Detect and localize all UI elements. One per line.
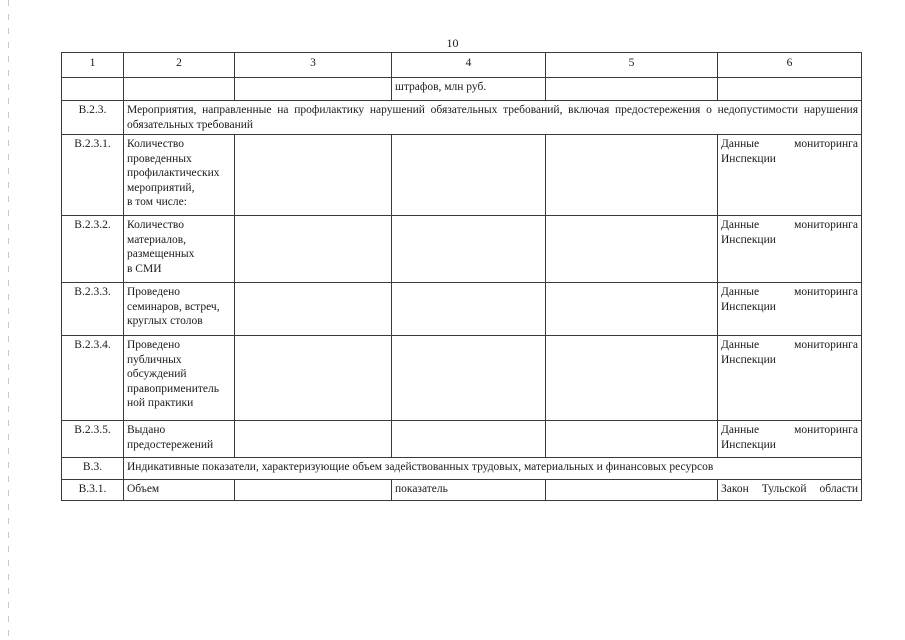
table-row-b234: [62, 336, 862, 421]
cell-empty: [235, 135, 392, 216]
cell-empty: [235, 78, 392, 101]
indicator-name: Проведено публичных обсуждений правоприменитель ной практики: [124, 336, 235, 421]
cell-empty: [235, 283, 392, 336]
data-source-line-2: Инспекции: [721, 353, 776, 366]
indicator-name: Количество проведенных профилактических мероприятий, в том числе:: [124, 135, 235, 216]
data-source-line-1: Данные мониторинга: [721, 219, 858, 231]
table-row-b235: [62, 421, 862, 458]
data-source-line-1: Данные мониторинга: [721, 286, 858, 298]
data-source-line-1: Данные мониторинга: [721, 339, 858, 351]
section-title: Мероприятия, направленные на профилактику нарушений обязательных требований, включая предостережения о недопустимости нарушения обязательных требований: [124, 101, 862, 135]
table-row-continuation: [62, 78, 862, 101]
cell-empty: [62, 78, 124, 101]
row-code: В.2.3.2.: [62, 216, 124, 283]
table-header-row: [62, 53, 862, 78]
data-source: Закон Тульской области: [718, 480, 862, 501]
data-source-line-1: Данные мониторинга: [721, 138, 858, 150]
row-code: В.2.3.3.: [62, 283, 124, 336]
data-source: [718, 135, 862, 216]
row-code: В.2.3.4.: [62, 336, 124, 421]
cell-empty: [235, 480, 392, 501]
cell-empty: [546, 336, 718, 421]
table-row-b31: [62, 480, 862, 501]
cell-empty: [718, 78, 862, 101]
scan-margin-line: [8, 0, 9, 640]
row-code: В.2.3.5.: [62, 421, 124, 458]
data-source-line-2: Инспекции: [721, 152, 776, 165]
cell-indicator: показатель: [392, 480, 546, 501]
cell-unit: штрафов, млн руб.: [392, 78, 546, 101]
indicator-name: Проведено семинаров, встреч, круглых столов: [124, 283, 235, 336]
cell-empty: [124, 78, 235, 101]
table-row-b23: [62, 101, 862, 135]
table-row-b232: [62, 216, 862, 283]
row-code: В.3.: [62, 458, 124, 480]
header-col-2: 2: [124, 53, 235, 78]
cell-empty: [392, 283, 546, 336]
data-source: [718, 283, 862, 336]
page-number: 10: [446, 36, 459, 50]
cell-empty: [546, 216, 718, 283]
header-col-4: 4: [392, 53, 546, 78]
cell-empty: [546, 480, 718, 501]
cell-empty: [392, 421, 546, 458]
cell-empty: [235, 336, 392, 421]
header-col-5: 5: [546, 53, 718, 78]
cell-empty: [546, 421, 718, 458]
data-source: [718, 336, 862, 421]
data-source-line-2: Инспекции: [721, 438, 776, 451]
cell-empty: [392, 216, 546, 283]
table-row-b233: [62, 283, 862, 336]
header-col-3: 3: [235, 53, 392, 78]
data-source-line-2: Инспекции: [721, 300, 776, 313]
cell-empty: [546, 78, 718, 101]
data-source: [718, 421, 862, 458]
cell-empty: [392, 336, 546, 421]
header-col-1: 1: [62, 53, 124, 78]
header-col-6: 6: [718, 53, 862, 78]
indicator-name: Объем: [124, 480, 235, 501]
section-title: Индикативные показатели, характеризующие объем задействованных трудовых, материальных и финансовых ресурсов: [124, 458, 862, 480]
data-source: [718, 216, 862, 283]
indicator-name: Количество материалов, размещенных в СМИ: [124, 216, 235, 283]
row-code: В.2.3.1.: [62, 135, 124, 216]
cell-empty: [546, 135, 718, 216]
indicators-table: [61, 52, 862, 501]
cell-empty: [392, 135, 546, 216]
cell-empty: [235, 216, 392, 283]
table-row-b231: [62, 135, 862, 216]
data-source-line-1: Данные мониторинга: [721, 424, 858, 436]
row-code: В.3.1.: [62, 480, 124, 501]
table-row-b3: [62, 458, 862, 480]
row-code: В.2.3.: [62, 101, 124, 135]
cell-empty: [235, 421, 392, 458]
data-source-line-2: Инспекции: [721, 233, 776, 246]
indicator-name: Выдано предостережений: [124, 421, 235, 458]
cell-empty: [546, 283, 718, 336]
